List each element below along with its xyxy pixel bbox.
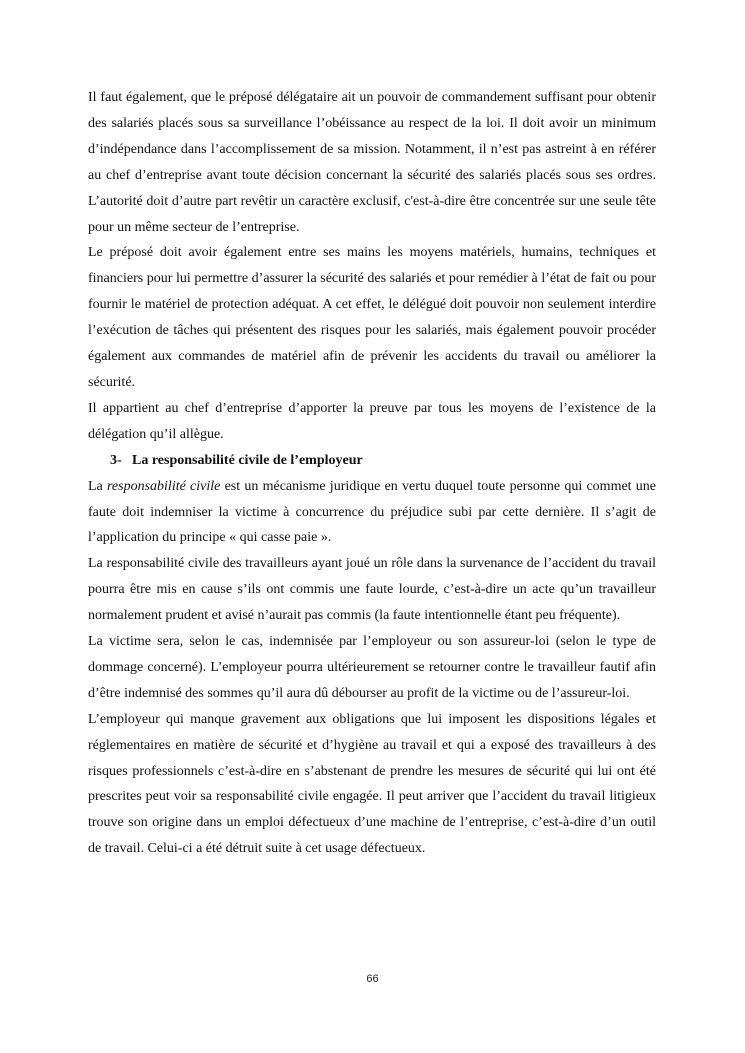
paragraph-rest-text: est un mécanisme juridique en vertu duquel toute personne qui commet une faute doit indemniser la victime à concurrence du préjudice subi par cette dernière. Il s’agit de l’application du principe « qui casse paie ». xyxy=(88,478,657,546)
paragraph-victim-compensation: La victime sera, selon le cas, indemnisée par l’employeur ou son assureur-loi (selon le type de dommage concerné). L’employeur pourra ultérieurement se retourner contre le travailleur fautif afin d’être indemnisé des sommes qu’il aura dû débourser au profit de la victime ou de l’assureur-loi. xyxy=(88,634,656,701)
paragraph-delegation-means: Le préposé doit avoir également entre ses mains les moyens matériels, humains, techniques et financiers pour lui permettre d’assurer la sécurité des salariés et pour remédier à l’état de fait ou pour fournir le matériel de protection adéquat. A cet effet, le délégué doit pouvoir non seulement interdire l’exécution de tâches qui présentent des risques pour les salariés, mais également pouvoir procéder également aux commandes de matériel afin de prévenir les accidents du travail ou améliorer la sécurité. xyxy=(88,245,656,390)
paragraph-delegation-authority: Il faut également, que le préposé délégataire ait un pouvoir de commandement suffisant pour obtenir des salariés placés sous sa surveillance l’obéissance au respect de la loi. Il doit avoir un minimum d’indépendance dans l’accomplissement de sa mission. Notamment, il n’est pas astreint à en référer au chef d’entreprise avant toute décision concernant la sécurité des salariés placés sous ses ordres. L’autorité doit d’autre part revêtir un caractère exclusif, c'est-à-dire être concentrée sur une seule tête pour un même secteur de l’entreprise. xyxy=(88,90,656,235)
paragraph-delegation-proof: Il appartient au chef d’entreprise d’apporter la preuve par tous les moyens de l’existence de la délégation qu’il allègue. xyxy=(88,400,656,442)
section-heading xyxy=(88,448,656,474)
section-number: 3- xyxy=(110,452,122,468)
paragraph-employer-obligations: L’employeur qui manque gravement aux obligations que lui imposent les dispositions légales et réglementaires en matière de sécurité et d’hygiène au travail et qui a exposé des travailleurs à des risques professionnels c’est-à-dire en s’abstenant de prendre les mesures de sécurité qui lui ont été prescrites peut voir sa responsabilité civile engagée. Il peut arriver que l’accident du travail litigieux trouve son origine dans un emploi défectueux d’une machine de l’entreprise, c’est-à-dire d’un outil de travail. Celui-ci a été détruit suite à cet usage défectueux. xyxy=(88,711,656,857)
paragraph-civil-liability-definition xyxy=(88,474,656,552)
page-body xyxy=(88,85,656,862)
section-title: La responsabilité civile de l’employeur xyxy=(132,452,363,468)
emphasized-term: responsabilité civile xyxy=(107,478,221,494)
paragraph-lead-text: La xyxy=(88,478,107,494)
paragraph-worker-liability: La responsabilité civile des travailleurs ayant joué un rôle dans la survenance de l’accident du travail pourra être mis en cause s’ils ont commis une faute lourde, c’est-à-dire un acte qu’un travailleur normalement prudent et avisé n’aurait pas commis (la faute intentionnelle étant peu fréquente). xyxy=(88,556,656,624)
page-number: 66 xyxy=(366,973,379,985)
